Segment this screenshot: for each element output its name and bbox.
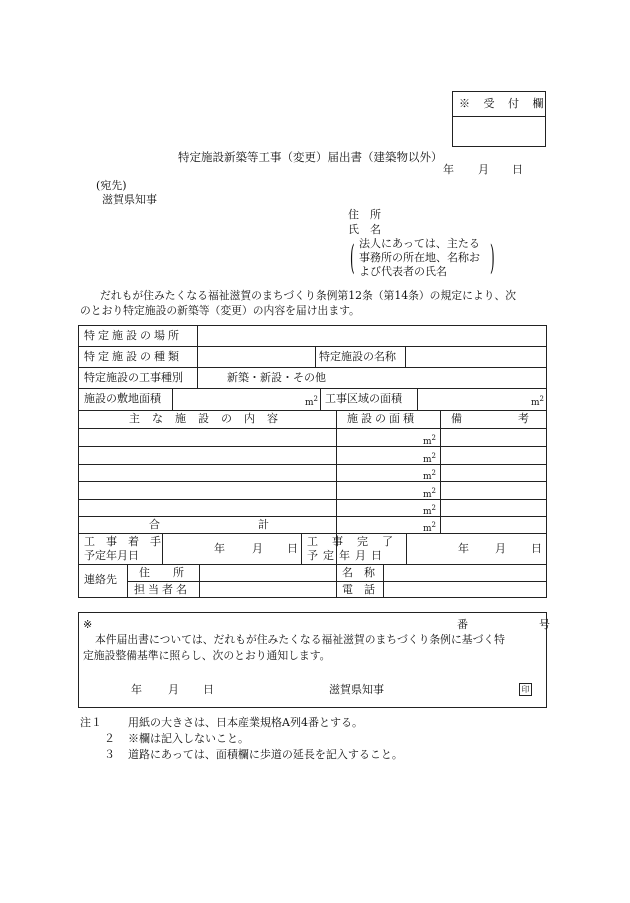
area-unit-1: $m^2$	[423, 434, 437, 447]
reception-label: ※ 受 付 欄	[459, 97, 549, 110]
start-day: 日	[287, 542, 298, 555]
notice-issuer: 滋賀県知事	[329, 683, 384, 696]
work-area-label: 工事区域の面積	[325, 392, 402, 405]
notice-box	[78, 612, 580, 708]
contact-person-label: 担当者名	[134, 583, 190, 596]
notice-month: 月	[168, 683, 179, 696]
start-label-line-1: 工事着手	[84, 535, 172, 548]
note-1-text: 用紙の大きさは、日本産業規格A列4番とする。	[128, 716, 363, 729]
applicant-note-line-2: 事務所の所在地、名称お	[359, 251, 480, 264]
main-facility-header: 主な施設の内容	[129, 412, 290, 425]
work-type-label: 特定施設の工事種別	[84, 371, 183, 384]
reception-box	[452, 91, 549, 147]
remarks-header: 備考	[451, 412, 585, 425]
work-type-options: 新築・新設・その他	[227, 371, 326, 384]
note-1-num: 注１	[80, 716, 102, 729]
start-label-line-2: 予定年月日	[84, 549, 139, 562]
seal-mark: 印	[519, 683, 532, 696]
notice-day: 日	[203, 683, 214, 696]
location-label: 特定施設の場所	[84, 329, 182, 342]
start-month: 月	[252, 542, 263, 555]
applicant-name-label: 氏 名	[348, 223, 381, 236]
end-year: 年	[458, 542, 469, 555]
contact-phone-label: 電 話	[342, 583, 375, 596]
type-label: 特定施設の種類	[84, 350, 182, 363]
facility-name-label: 特定施設の名称	[319, 350, 396, 363]
notice-mark: ※	[83, 618, 93, 631]
total-label: 合計	[149, 518, 367, 531]
page-title: 特定施設新築等工事（変更）届出書（建築物以外）	[178, 150, 443, 164]
addressee-prefix: (宛先)	[96, 179, 127, 192]
note-3-num: ３	[104, 748, 115, 761]
end-label-line-1: 工事完了	[307, 535, 407, 548]
body-text-line-1: だれもが住みたくなる福祉滋賀のまちづくり条例第12条（第14条）の規定により、次	[100, 289, 517, 302]
site-area-label: 施設の敷地面積	[84, 392, 161, 405]
area-unit-6: $m^2$	[423, 521, 437, 534]
applicant-address-label: 住 所	[348, 208, 381, 221]
notice-year: 年	[131, 683, 142, 696]
note-2-num: ２	[104, 732, 115, 745]
site-area-unit: $m^2$	[305, 395, 319, 408]
addressee-name: 滋賀県知事	[102, 193, 157, 206]
note-3-text: 道路にあっては、面積欄に歩道の延長を記入すること。	[128, 748, 403, 761]
work-area-unit: $m^2$	[531, 395, 545, 408]
area-unit-5: $m^2$	[423, 504, 437, 517]
facility-area-header: 施設の面積	[347, 412, 417, 425]
notice-number-label: 番 号	[457, 618, 580, 631]
contact-name-label: 名 称	[342, 566, 375, 579]
bracket-left: (	[350, 238, 355, 278]
applicant-note-line-3: よび代表者の氏名	[359, 265, 447, 278]
start-year: 年	[214, 542, 225, 555]
contact-address-label: 住 所	[139, 566, 190, 579]
end-month: 月	[495, 542, 506, 555]
area-unit-4: $m^2$	[423, 487, 437, 500]
note-2-text: ※欄は記入しないこと。	[128, 732, 249, 745]
notice-text-line-1: 本件届出書については、だれもが住みたくなる福祉滋賀のまちづくり条例に基づく特	[95, 633, 505, 646]
bracket-right: )	[490, 238, 495, 278]
date-year: 年	[443, 163, 454, 176]
applicant-note	[350, 236, 498, 282]
date-month: 月	[478, 163, 489, 176]
contact-label: 連絡先	[84, 573, 117, 586]
notice-text-line-2: 定施設整備基準に照らし、次のとおり通知します。	[83, 649, 331, 662]
end-day: 日	[531, 542, 542, 555]
body-text-line-2: のとおり特定施設の新築等（変更）の内容を届け出ます。	[80, 304, 360, 317]
area-unit-2: $m^2$	[423, 452, 437, 465]
form-table	[78, 325, 585, 598]
end-label-line-2: 予定年月日	[307, 549, 387, 562]
date-day: 日	[512, 163, 523, 176]
applicant-note-line-1: 法人にあっては、主たる	[359, 237, 480, 250]
area-unit-3: $m^2$	[423, 469, 437, 482]
